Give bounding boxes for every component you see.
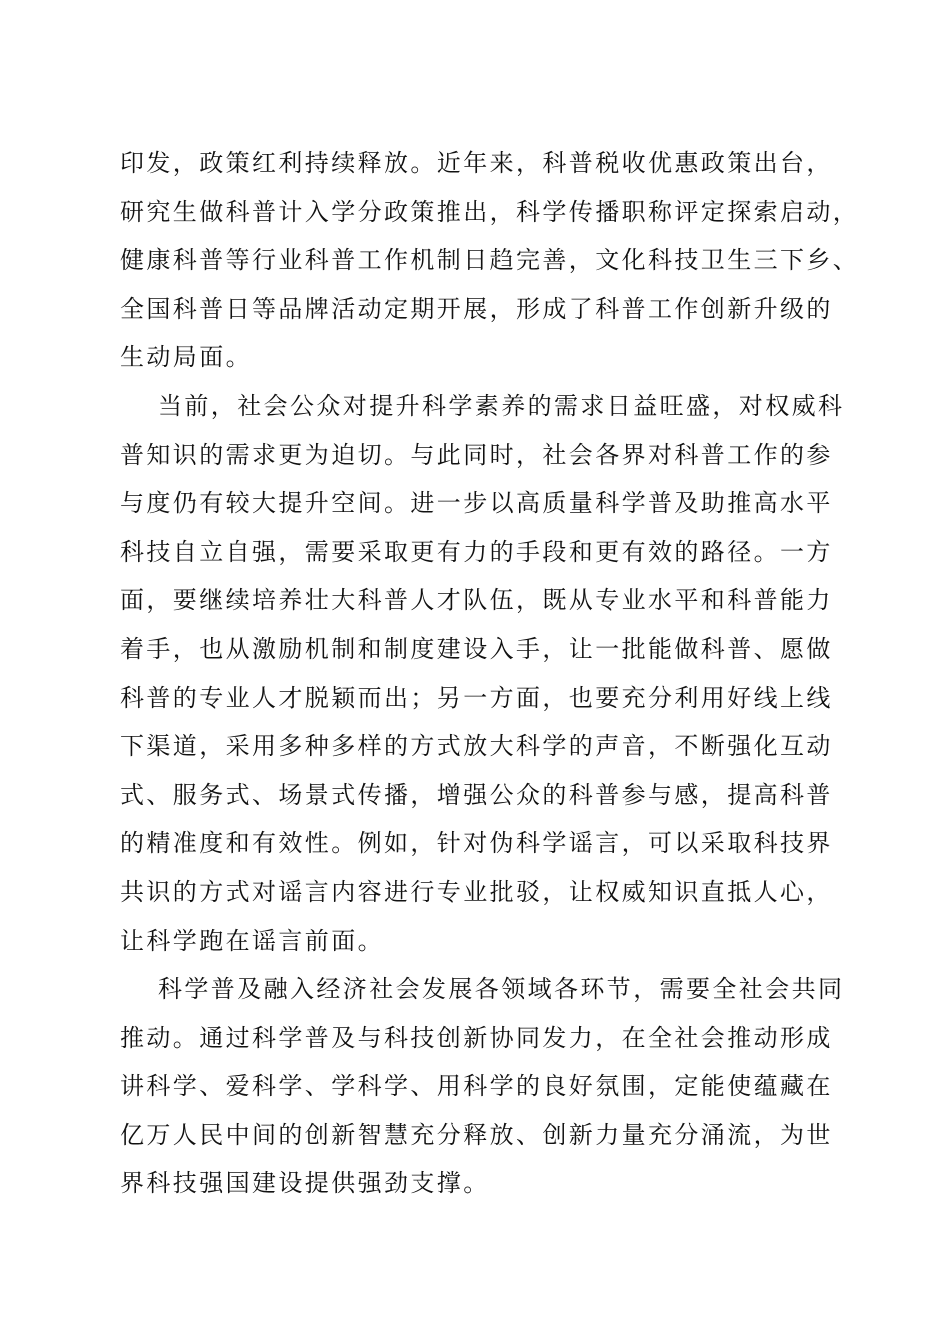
- paragraph-1: [120, 139, 860, 382]
- text-line: 亿万人民中间的创新智慧充分释放、创新力量充分涌流，为世: [120, 1120, 833, 1149]
- text-line: 让科学跑在谣言前面。: [120, 926, 384, 955]
- text-line: 科学普及融入经济社会发展各领域各环节，需要全社会共同: [158, 975, 845, 1004]
- paragraph-2: [120, 382, 845, 965]
- text-line: 科普的专业人才脱颖而出；另一方面，也要充分利用好线上线: [120, 683, 833, 712]
- text-line: 与度仍有较大提升空间。进一步以高质量科学普及助推高水平: [120, 489, 833, 518]
- text-line: 讲科学、爱科学、学科学、用科学的良好氛围，定能使蕴藏在: [120, 1072, 833, 1101]
- text-line: 界科技强国建设提供强劲支撑。: [120, 1169, 490, 1198]
- text-line: 健康科普等行业科普工作机制日趋完善，文化科技卫生三下乡、: [120, 246, 860, 275]
- text-line: 印发，政策红利持续释放。近年来，科普税收优惠政策出台，: [120, 149, 833, 177]
- text-line: 当前，社会公众对提升科学素养的需求日益旺盛，对权威科: [158, 391, 845, 420]
- text-line: 生动局面。: [120, 343, 252, 372]
- text-line: 式、服务式、场景式传播，增强公众的科普参与感，提高科普: [120, 780, 833, 809]
- text-line: 推动。通过科学普及与科技创新协同发力，在全社会推动形成: [120, 1023, 833, 1052]
- text-line: 面，要继续培养壮大科普人才队伍，既从专业水平和科普能力: [120, 586, 833, 615]
- paragraph-3: [120, 965, 845, 1208]
- text-line: 普知识的需求更为迫切。与此同时，社会各界对科普工作的参: [120, 440, 833, 469]
- text-line: 着手，也从激励机制和制度建设入手，让一批能做科普、愿做: [120, 634, 833, 663]
- text-line: 研究生做科普计入学分政策推出，科学传播职称评定探索启动，: [120, 197, 860, 226]
- text-line: 科技自立自强，需要采取更有力的手段和更有效的路径。一方: [120, 537, 833, 566]
- text-line: 共识的方式对谣言内容进行专业批驳，让权威知识直抵人心，: [120, 877, 833, 906]
- text-line: 全国科普日等品牌活动定期开展，形成了科普工作创新升级的: [120, 294, 833, 323]
- text-line: 的精准度和有效性。例如，针对伪科学谣言，可以采取科技界: [120, 829, 833, 858]
- text-line: 下渠道，采用多种多样的方式放大科学的声音，不断强化互动: [120, 732, 833, 761]
- document-body: [120, 139, 860, 1208]
